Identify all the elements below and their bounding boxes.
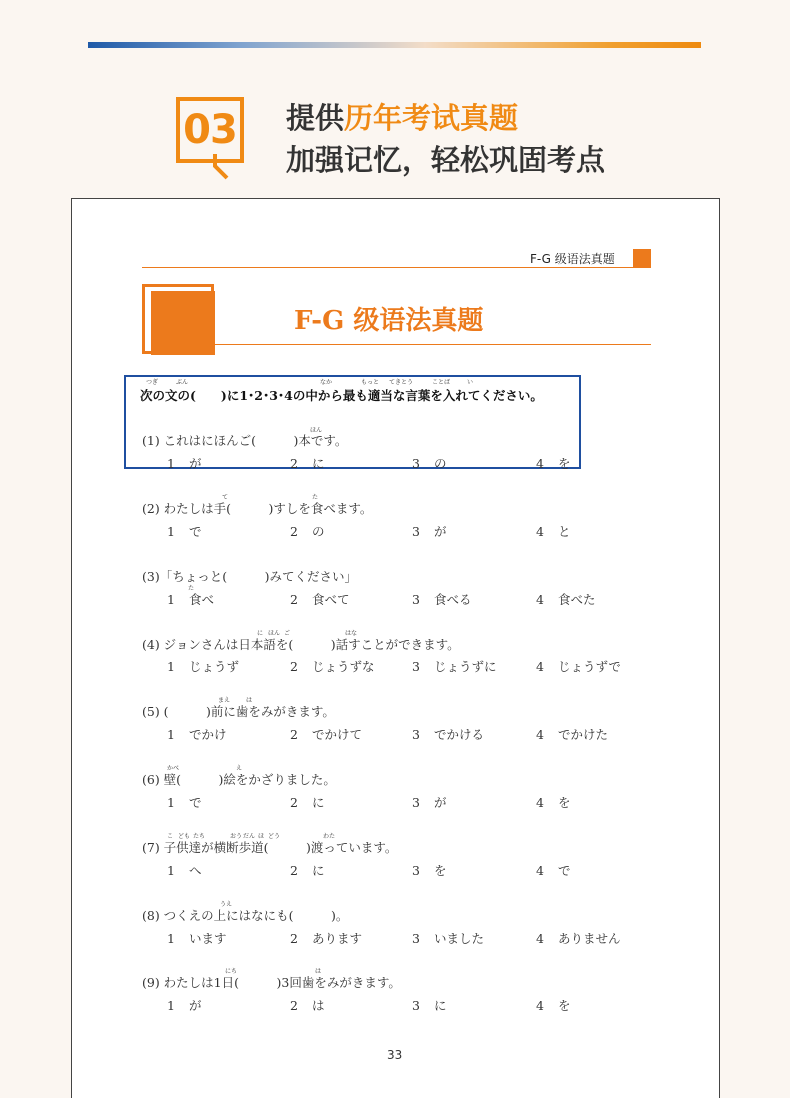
ruby: おう — [230, 833, 243, 840]
option-8-4: 4 ありません — [536, 931, 621, 946]
headline-line-2: 加强记忆，轻松巩固考点 — [286, 143, 606, 177]
question-2: (2) わたしは手( )すしを食べます。 — [142, 501, 373, 516]
running-head-rule — [142, 267, 651, 268]
question-9: (9) わたしは1日( )3回歯をみがきます。 — [142, 975, 401, 990]
ruby: わた — [323, 833, 336, 840]
running-head-square — [633, 249, 651, 267]
ruby: かべ — [167, 765, 180, 772]
option-8-2: 2 あります — [290, 931, 363, 946]
ruby: に — [257, 630, 264, 637]
headline-highlight: 历年考试真题 — [344, 101, 519, 135]
ruby: い — [467, 379, 474, 386]
option-4-4: 4 じょうずで — [536, 659, 621, 674]
option-9-1: 1 が — [167, 998, 202, 1013]
option-2-4: 4 と — [536, 524, 571, 539]
option-6-1: 1 で — [167, 795, 202, 810]
question-8: (8) つくえの上にはなにも( )。 — [142, 908, 349, 923]
option-5-1: 1 でかけ — [167, 727, 227, 742]
ruby: ぶん — [176, 379, 189, 386]
option-4-1: 1 じょうず — [167, 659, 240, 674]
option-4-2: 2 じょうずな — [290, 659, 375, 674]
option-9-4: 4 を — [536, 998, 571, 1013]
option-7-2: 2 に — [290, 863, 325, 878]
headline-prefix: 提供 — [286, 101, 345, 135]
option-3-4: 4 食べた — [536, 592, 596, 607]
option-1-2: 2 に — [290, 456, 325, 471]
option-2-3: 3 が — [412, 524, 447, 539]
ruby: うえ — [220, 901, 233, 908]
option-4-3: 3 じょうずに — [412, 659, 497, 674]
ruby: だん — [243, 833, 256, 840]
ruby: まえ — [218, 697, 231, 704]
ruby: ことば — [432, 379, 451, 386]
ruby: ほん — [268, 630, 281, 637]
question-5: (5) ( )前に歯をみがきます。 — [142, 704, 335, 719]
option-8-3: 3 いました — [412, 931, 485, 946]
ruby: ほ — [258, 833, 265, 840]
badge-number: 03 — [183, 107, 237, 153]
ruby: たち — [193, 833, 206, 840]
question-7: (7) 子供達が横断歩道( )渡っています。 — [142, 840, 398, 855]
option-9-2: 2 は — [290, 998, 325, 1013]
speech-tail-icon — [213, 154, 239, 180]
option-6-2: 2 に — [290, 795, 325, 810]
option-5-4: 4 でかけた — [536, 727, 609, 742]
option-2-2: 2 の — [290, 524, 325, 539]
option-5-3: 3 でかける — [412, 727, 485, 742]
ruby: もっと — [361, 379, 380, 386]
ruby: ご — [284, 630, 291, 637]
option-6-3: 3 が — [412, 795, 447, 810]
ruby: は — [246, 697, 253, 704]
option-8-1: 1 います — [167, 931, 227, 946]
option-1-1: 1 が — [167, 456, 202, 471]
ruby: て — [222, 494, 229, 501]
option-7-3: 3 を — [412, 863, 447, 878]
option-7-1: 1 へ — [167, 863, 202, 878]
question-3: (3)「ちょっと( )みてください」 — [142, 569, 357, 584]
question-4: (4) ジョンさんは日本語を( )話すことができます。 — [142, 637, 460, 652]
option-5-2: 2 でかけて — [290, 727, 363, 742]
option-9-3: 3 に — [412, 998, 447, 1013]
ruby: つぎ — [146, 379, 159, 386]
ruby: え — [236, 765, 243, 772]
question-6: (6) 壁( )絵をかざりました。 — [142, 772, 336, 787]
option-3-1: 1 食べ — [167, 592, 215, 607]
running-head: F-G 级语法真题 — [530, 252, 615, 266]
question-1: (1) これはにほんご( )本です。 — [142, 433, 348, 448]
ruby: ども — [178, 833, 191, 840]
title-rule — [215, 344, 651, 345]
option-1-4: 4 を — [536, 456, 571, 471]
ruby: なか — [320, 379, 333, 386]
ruby: てきとう — [389, 379, 414, 386]
instruction-text: 次の文の( )に1･2･3･4の中から最も適当な言葉を入れてください。 — [140, 388, 543, 403]
option-3-2: 2 食べて — [290, 592, 350, 607]
ruby: こ — [167, 833, 174, 840]
page-title: F-G 级语法真题 — [294, 306, 484, 336]
option-1-3: 3 の — [412, 456, 447, 471]
option-7-4: 4 で — [536, 863, 571, 878]
ruby: は — [315, 968, 322, 975]
title-block — [151, 291, 215, 355]
ruby: た — [188, 585, 195, 592]
page-number: 33 — [387, 1048, 403, 1062]
ruby: どう — [268, 833, 281, 840]
ruby: ほん — [310, 427, 323, 434]
top-gradient-bar — [88, 42, 701, 48]
headline-line-1 — [286, 96, 518, 137]
option-6-4: 4 を — [536, 795, 571, 810]
ruby: た — [312, 494, 319, 501]
option-2-1: 1 で — [167, 524, 202, 539]
ruby: はな — [345, 630, 358, 637]
option-3-3: 3 食べる — [412, 592, 472, 607]
ruby: にち — [225, 968, 238, 975]
